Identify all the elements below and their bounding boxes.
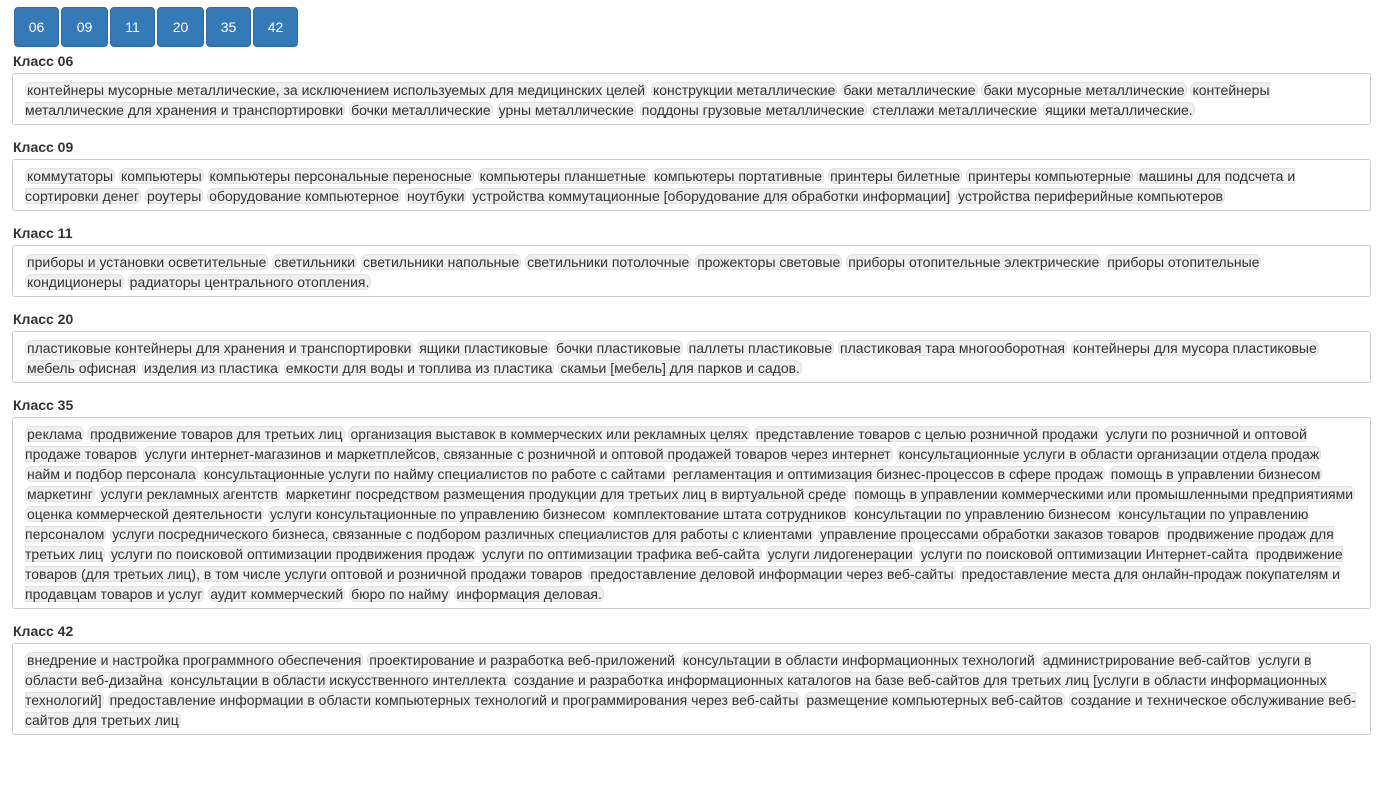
goods-item-tag: помощь в управлении бизнесом — [1110, 466, 1321, 482]
goods-item-tag: услуги в области веб-дизайна — [25, 652, 1312, 688]
class-sections — [12, 51, 1370, 735]
goods-item-tag: принтеры компьютерные — [968, 168, 1131, 184]
class-button-11[interactable]: 11 — [110, 7, 155, 47]
goods-item-tag: предоставление информации в области компьютерных технологий и программирования через веб-сайты — [109, 692, 799, 708]
class-items-box — [12, 73, 1371, 125]
goods-item-tag: создание и разработка информационных каталогов на базе веб-сайтов для третьих лиц [услуги в области информационных технологий] — [25, 672, 1327, 708]
goods-item-tag: конструкции металлические — [652, 82, 836, 98]
goods-item-tag: светильники потолочные — [527, 254, 690, 270]
class-items-box — [12, 643, 1371, 735]
goods-item-tag: представление товаров с целью розничной продажи — [755, 426, 1098, 442]
goods-item-tag: пластиковые контейнеры для хранения и транспортировки — [27, 340, 412, 356]
goods-item-tag: продвижение продаж для третьих лиц — [25, 526, 1334, 562]
goods-item-tag: поддоны грузовые металлические — [641, 102, 865, 118]
class-button-20[interactable]: 20 — [157, 7, 204, 47]
goods-item-tag: пластиковая тара многооборотная — [840, 340, 1066, 356]
goods-item-tag: контейнеры металлические для хранения и транспортировки — [25, 82, 1270, 118]
goods-item-tag: администрирование веб-сайтов — [1042, 652, 1251, 668]
goods-item-tag: услуги по поисковой оптимизации Интернет-сайта — [920, 546, 1249, 562]
goods-item-tag: баки мусорные металлические — [983, 82, 1185, 98]
goods-item-tag: помощь в управлении коммерческими или промышленными предприятиями — [854, 486, 1354, 502]
goods-item-tag: ноутбуки — [406, 188, 465, 204]
goods-item-tag: устройства коммутационные [оборудование для обработки информации] — [472, 188, 951, 204]
class-button-06[interactable]: 06 — [14, 7, 59, 47]
goods-item-tag: паллеты пластиковые — [688, 340, 833, 356]
goods-item-tag: услуги по оптимизации трафика веб-сайта — [482, 546, 760, 562]
goods-item-tag: компьютеры персональные переносные — [209, 168, 472, 184]
goods-item-tag: консультационные услуги в области организации отдела продаж — [898, 446, 1320, 462]
class-button-42[interactable]: 42 — [253, 7, 298, 47]
goods-item-tag: приборы отопительные — [1107, 254, 1260, 270]
goods-item-tag: принтеры билетные — [830, 168, 961, 184]
class-button-09[interactable]: 09 — [61, 7, 108, 47]
goods-item-tag: аудит коммерческий — [210, 586, 344, 602]
goods-item-tag: консультации по управлению персоналом — [25, 506, 1309, 542]
goods-item-tag: предоставление деловой информации через веб-сайты — [590, 566, 954, 582]
goods-item-tag: коммутаторы — [27, 168, 114, 184]
class-title: Класс 42 — [13, 623, 74, 639]
class-title: Класс 20 — [13, 311, 74, 327]
goods-item-tag: баки металлические — [843, 82, 976, 98]
goods-item-tag: проектирование и разработка веб-приложений — [369, 652, 675, 668]
goods-item-tag: услуги лидогенерации — [767, 546, 913, 562]
goods-item-tag: услуги интернет-магазинов и маркетплейсов, связанные с розничной и оптовой продажей товаров через интернет — [144, 446, 891, 462]
goods-item-tag: услуги по розничной и оптовой продаже товаров — [25, 426, 1307, 462]
goods-item-tag: услуги консультационные по управлению бизнесом — [269, 506, 606, 522]
goods-item-tag: консультационные услуги по найму специалистов по работе с сайтами — [203, 466, 666, 482]
goods-item-tag: управление процессами обработки заказов товаров — [819, 526, 1160, 542]
goods-item-tag: роутеры — [146, 188, 202, 204]
goods-item-tag: продвижение товаров для третьих лиц — [90, 426, 343, 442]
goods-item-tag: продвижение товаров (для третьих лиц), в том числе услуги оптовой и розничной продажи товаров — [25, 546, 1343, 582]
goods-item-tag: оборудование компьютерное — [209, 188, 400, 204]
goods-item-tag: скамьи [мебель] для парков и садов. — [560, 360, 800, 376]
goods-item-tag: машины для подсчета и сортировки денег — [25, 168, 1296, 204]
class-items-box — [12, 331, 1371, 383]
goods-item-tag: контейнеры для мусора пластиковые — [1072, 340, 1317, 356]
class-button-bar — [14, 7, 1370, 47]
goods-item-tag: урны металлические — [498, 102, 634, 118]
goods-item-tag: создание и техническое обслуживание веб-сайтов для третьих лиц — [25, 692, 1356, 728]
class-section — [12, 309, 1370, 383]
goods-item-tag: прожекторы световые — [697, 254, 841, 270]
goods-item-tag: консультации по управлению бизнесом — [854, 506, 1111, 522]
class-section — [12, 223, 1370, 297]
goods-item-tag: приборы отопительные электрические — [848, 254, 1100, 270]
goods-item-tag: услуги по поисковой оптимизации продвижения продаж — [110, 546, 475, 562]
class-items-box — [12, 159, 1371, 211]
goods-item-tag: маркетинг — [27, 486, 93, 502]
goods-item-tag: услуги посреднического бизнеса, связанные с подбором различных специалистов для работы с клиентами — [112, 526, 813, 542]
goods-item-tag: бюро по найму — [351, 586, 449, 602]
goods-item-tag: оценка коммерческой деятельности — [27, 506, 263, 522]
goods-item-tag: компьютеры планшетные — [479, 168, 646, 184]
goods-item-tag: организация выставок в коммерческих или рекламных целях — [350, 426, 748, 442]
goods-item-tag: компьютеры — [121, 168, 202, 184]
goods-item-tag: консультации в области информационных технологий — [682, 652, 1035, 668]
goods-item-tag: изделия из пластика — [143, 360, 278, 376]
goods-item-tag: услуги рекламных агентств — [100, 486, 278, 502]
goods-item-tag: регламентация и оптимизация бизнес-процессов в сфере продаж — [673, 466, 1103, 482]
goods-item-tag: внедрение и настройка программного обеспечения — [27, 652, 362, 668]
goods-item-tag: стеллажи металлические — [872, 102, 1038, 118]
goods-item-tag: емкости для воды и топлива из пластика — [285, 360, 553, 376]
goods-item-tag: найм и подбор персонала — [27, 466, 196, 482]
goods-item-tag: размещение компьютерных веб-сайтов — [806, 692, 1063, 708]
goods-item-tag: мебель офисная — [27, 360, 137, 376]
goods-item-tag: контейнеры мусорные металлические, за исключением используемых для медицинских целей — [27, 82, 646, 98]
class-title: Класс 06 — [13, 53, 74, 69]
goods-item-tag: светильники — [274, 254, 356, 270]
goods-item-tag: комплектование штата сотрудников — [613, 506, 847, 522]
goods-item-tag: приборы и установки осветительные — [27, 254, 267, 270]
goods-item-tag: ящики металлические. — [1045, 102, 1193, 118]
goods-item-tag: бочки металлические — [351, 102, 491, 118]
goods-item-tag: радиаторы центрального отопления. — [129, 274, 370, 290]
class-section — [12, 395, 1370, 609]
class-section — [12, 51, 1370, 125]
goods-item-tag: предоставление места для онлайн-продаж покупателям и продавцам товаров и услуг — [25, 566, 1340, 602]
goods-item-tag: устройства периферийные компьютеров — [957, 188, 1223, 204]
class-button-35[interactable]: 35 — [206, 7, 251, 47]
goods-item-tag: бочки пластиковые — [555, 340, 681, 356]
class-items-box — [12, 417, 1371, 609]
goods-item-tag: консультации в области искусственного интеллекта — [170, 672, 507, 688]
goods-item-tag: информация деловая. — [456, 586, 602, 602]
class-title: Класс 11 — [13, 225, 73, 241]
class-section — [12, 621, 1370, 735]
goods-item-tag: маркетинг посредством размещения продукции для третьих лиц в виртуальной среде — [285, 486, 847, 502]
class-title: Класс 09 — [13, 139, 74, 155]
goods-item-tag: светильники напольные — [362, 254, 520, 270]
class-title: Класс 35 — [13, 397, 74, 413]
class-section — [12, 137, 1370, 211]
goods-item-tag: кондиционеры — [27, 274, 122, 290]
goods-item-tag: компьютеры портативные — [653, 168, 823, 184]
class-items-box — [12, 245, 1371, 297]
goods-item-tag: реклама — [27, 426, 83, 442]
goods-item-tag: ящики пластиковые — [419, 340, 549, 356]
